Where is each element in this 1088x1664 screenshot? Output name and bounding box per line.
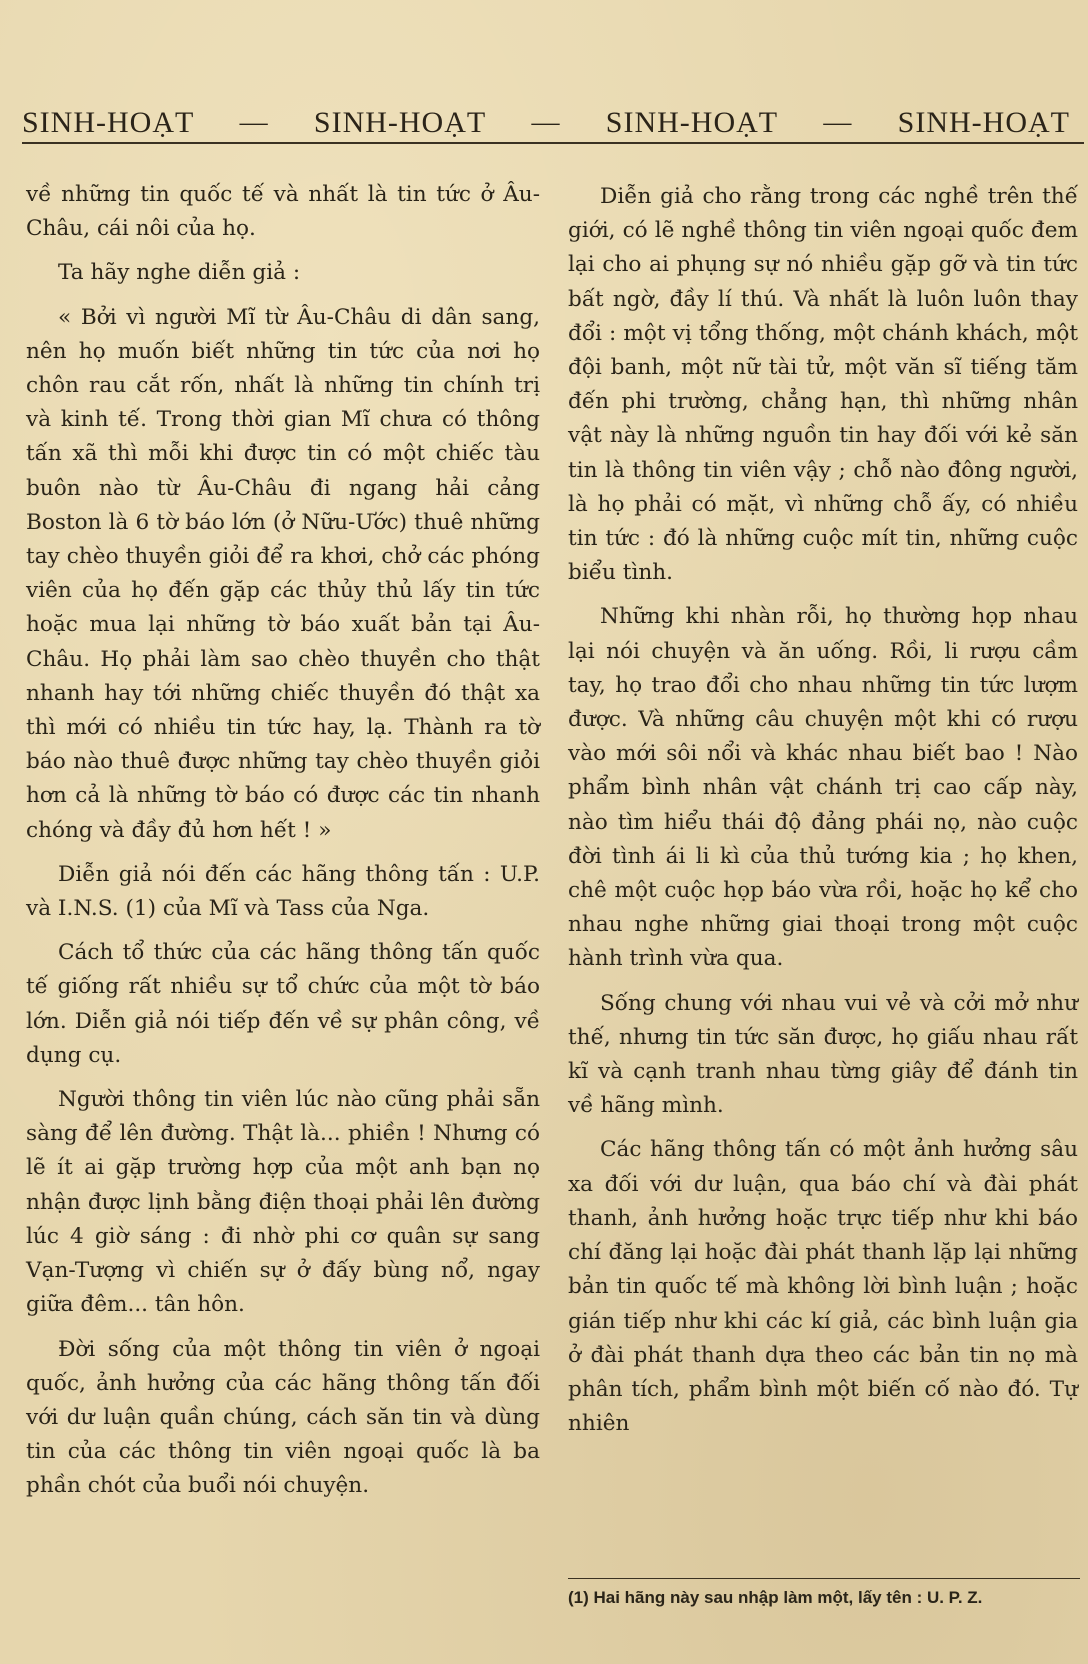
- paragraph: Những khi nhàn rỗi, họ thường họp nhau lại nói chuyện và ăn uống. Rồi, li rượu cầm tay, họ trao đổi cho nhau những tin tức lượm được. Và những câu chuyện một khi có rượu vào mới sôi nổi và khác nhau biết bao ! Nào phẩm bình nhân vật chánh trị cao cấp này, nào tìm hiểu thái độ đảng phái nọ, nào cuộc đời tình ái li kì của thủ tướng kia ; họ khen, chê một cuộc họp báo vừa rồi, hoặc họ kể cho nhau nghe những giai thoại trong một cuộc hành trình vừa qua.: [568, 604, 1078, 972]
- header-separator-1: —: [239, 107, 269, 138]
- header-rule: [22, 142, 1084, 144]
- paragraph: Đời sống của một thông tin viên ở ngoại quốc, ảnh hưởng của các hãng thông tấn đối với dư luận quần chúng, cách săn tin và dùng tin của các thông tin viên ngoại quốc là ba phần chót của buổi nói chuyện.: [26, 1336, 540, 1499]
- paragraph: Sống chung với nhau vui vẻ và cởi mở như thế, nhưng tin tức săn được, họ giấu nhau rất kĩ và cạnh tranh nhau từng giây để đánh tin về hãng mình.: [568, 990, 1078, 1119]
- paragraph: về những tin quốc tế và nhất là tin tức ở Âu-Châu, cái nôi của họ.: [26, 182, 540, 242]
- paragraph: Các hãng thông tấn có một ảnh hưởng sâu xa đối với dư luận, qua báo chí và đài phát thanh, ảnh hưởng hoặc trực tiếp như khi báo chí đăng lại hoặc đài phát thanh lặp lại những bản tin quốc tế mà không lời bình luận ; hoặc gián tiếp như khi các kí giả, các bình luận gia ở đài phát thanh dựa theo các bản tin nọ mà phân tích, phẩm bình một biến cố nào đó. Tự nhiên: [568, 1137, 1078, 1437]
- header-title-2: SINH-HOẠT: [313, 106, 487, 139]
- footnote: (1) Hai hãng này sau nhập làm một, lấy tên : U. P. Z.: [568, 1578, 1080, 1611]
- header-title-1: SINH-HOẠT: [22, 106, 195, 139]
- left-column: [26, 178, 540, 1514]
- header-title-3: SINH-HOẠT: [605, 106, 779, 139]
- header-title-4: SINH-HOẠT: [897, 106, 1070, 139]
- paragraph: « Bởi vì người Mĩ từ Âu-Châu di dân sang, nên họ muốn biết những tin tức của nơi họ chôn rau cắt rốn, nhất là những tin chính trị và kinh tế. Trong thời gian Mĩ chưa có thông tấn xã thì mỗi khi được tin có một chiếc tàu buôn nào từ Âu-Châu đi ngang hải cảng Boston là 6 tờ báo lớn (ở Nữu-Ước) thuê những tay chèo thuyền giỏi để ra khơi, chở các phóng viên của họ đến gặp các thủy thủ lấy tin tức hoặc mua lại những tờ báo xuất bản tại Âu-Châu. Họ phải làm sao chèo thuyền cho thật nhanh hay tới những chiếc thuyền đó thật xa thì mới có nhiều tin tức hay, lạ. Thành ra tờ báo nào thuê được những tay chèo thuyền giỏi hơn cả là những tờ báo có được các tin nhanh chóng và đầy đủ hơn hết ! »: [26, 304, 540, 843]
- paragraph: Diễn giả nói đến các hãng thông tấn : U.P. và I.N.S. (1) của Mĩ và Tass của Nga.: [26, 861, 540, 922]
- running-header: [22, 102, 1088, 144]
- header-separator-2: —: [531, 107, 561, 138]
- header-separator-3: —: [823, 107, 853, 138]
- paragraph: Diễn giả cho rằng trong các nghề trên thế giới, có lẽ nghề thông tin viên ngoại quốc đem lại cho ai phụng sự nó nhiều gặp gỡ và tin tức bất ngờ, đầy lí thú. Và nhất là luôn luôn thay đổi : một vị tổng thống, một chánh khách, một đội banh, một nữ tài tử, một văn sĩ tiếng tăm đến phi trường, chẳng hạn, thì những nhân vật này là những nguồn tin hay đối với kẻ săn tin là thông tin viên vậy ; chỗ nào đông người, là họ phải có mặt, vì những chỗ ấy, có nhiều tin tức : đó là những cuộc mít tin, những cuộc biểu tình.: [568, 184, 1078, 586]
- paragraph: Ta hãy nghe diễn giả :: [58, 260, 301, 286]
- right-column: [568, 180, 1078, 1451]
- paragraph: Người thông tin viên lúc nào cũng phải sẵn sàng để lên đường. Thật là... phiền ! Nhưng có lẽ ít ai gặp trường hợp của một anh bạn nọ nhận được lịnh bằng điện thoại phải lên đường lúc 4 giờ sáng : đi nhờ phi cơ quân sự sang Vạn-Tượng vì chiến sự ở đấy bùng nổ, ngay giữa đêm... tân hôn.: [26, 1087, 540, 1318]
- paragraph: Cách tổ thức của các hãng thông tấn quốc tế giống rất nhiều sự tổ chức của một tờ báo lớn. Diễn giả nói tiếp đến về sự phân công, về dụng cụ.: [26, 940, 540, 1068]
